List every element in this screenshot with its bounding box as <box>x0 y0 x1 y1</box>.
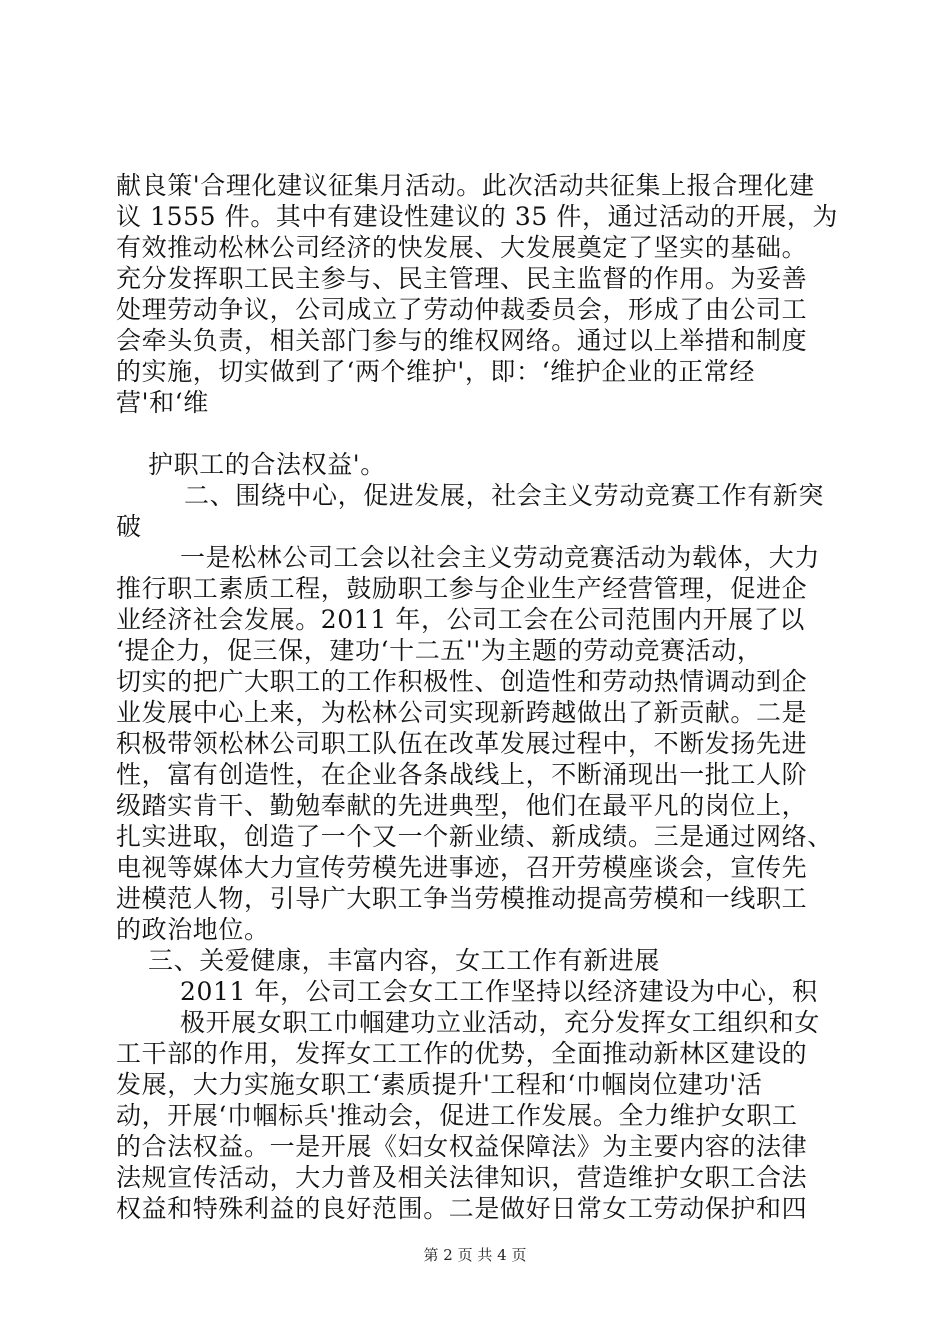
text-line: 破 <box>116 512 142 541</box>
text-line: 的合法权益。一是开展《妇女权益保障法》为主要内容的法律 <box>116 1132 808 1161</box>
text-line: 业发展中心上来，为松林公司实现新跨越做出了新贡献。二是 <box>116 698 808 727</box>
text-line: 营'和‘维 <box>116 388 209 417</box>
text-line: 处理劳动争议，公司成立了劳动仲裁委员会，形成了由公司工 <box>116 295 808 324</box>
text-line: 护职工的合法权益'。 <box>148 450 386 479</box>
text-line: 推行职工素质工程，鼓励职工参与企业生产经营管理，促进企 <box>116 574 808 603</box>
text-line: 扎实进取，创造了一个又一个新业绩、新成绩。三是通过网络、 <box>116 822 833 851</box>
text-line: 有效推动松林公司经济的快发展、大发展奠定了坚实的基础。 <box>116 233 808 262</box>
page-number-footer: 第 2 页 共 4 页 <box>423 1246 527 1264</box>
document-body <box>116 170 839 1224</box>
text-line: 切实的把广大职工的工作积极性、创造性和劳动热情调动到企 <box>116 667 808 696</box>
blank-line <box>116 418 836 449</box>
text-line: 动，开展‘巾帼标兵'推动会，促进工作发展。全力维护女职工 <box>116 1101 798 1130</box>
text-line: 权益和特殊利益的良好范围。二是做好日常女工劳动保护和四 <box>116 1194 808 1223</box>
text-line: 法规宣传活动，大力普及相关法律知识，营造维护女职工合法 <box>116 1163 808 1192</box>
text-line: 议 1555 件。其中有建设性建议的 35 件，通过活动的开展，为 <box>116 202 839 231</box>
text-line: 工干部的作用，发挥女工工作的优势，全面推动新林区建设的 <box>116 1039 808 1068</box>
text-line: 极开展女职工巾帼建功立业活动，充分发挥女工组织和女 <box>180 1008 821 1037</box>
text-line: 积极带领松林公司职工队伍在改革发展过程中，不断发扬先进 <box>116 729 808 758</box>
paragraph-start: 一是松林公司工会以社会主义劳动竞赛活动为载体，大力 <box>180 543 821 572</box>
paragraph-start: 2011 年，公司工会女工工作坚持以经济建设为中心，积 <box>180 977 818 1006</box>
text-line: 充分发挥职工民主参与、民主管理、民主监督的作用。为妥善 <box>116 264 808 293</box>
text-line: 献良策'合理化建议征集月活动。此次活动共征集上报合理化建 <box>116 171 815 200</box>
text-line: 的政治地位。 <box>116 915 270 944</box>
section-heading: 三、关爱健康，丰富内容，女工工作有新进展 <box>148 946 661 975</box>
text-line: 级踏实肯干、勤勉奉献的先进典型，他们在最平凡的岗位上， <box>116 791 808 820</box>
section-heading: 二、围绕中心，促进发展，社会主义劳动竞赛工作有新突 <box>184 481 825 510</box>
text-line: 的实施，切实做到了‘两个维护'，即：‘维护企业的正常经 <box>116 357 755 386</box>
text-line: 进模范人物，引导广大职工争当劳模推动提高劳模和一线职工 <box>116 884 808 913</box>
text-line: 业经济社会发展。2011 年，公司工会在公司范围内开展了以 <box>116 605 805 634</box>
text-line: 会牵头负责，相关部门参与的维权网络。通过以上举措和制度 <box>116 326 808 355</box>
text-line: ‘提企力，促三保，建功‘十二五''为主题的劳动竞赛活动， <box>116 636 763 665</box>
text-line: 电视等媒体大力宣传劳模先进事迹，召开劳模座谈会，宣传先 <box>116 853 808 882</box>
text-line: 性，富有创造性，在企业各条战线上，不断涌现出一批工人阶 <box>116 760 808 789</box>
text-line: 发展，大力实施女职工‘素质提升'工程和‘巾帼岗位建功'活 <box>116 1070 763 1099</box>
